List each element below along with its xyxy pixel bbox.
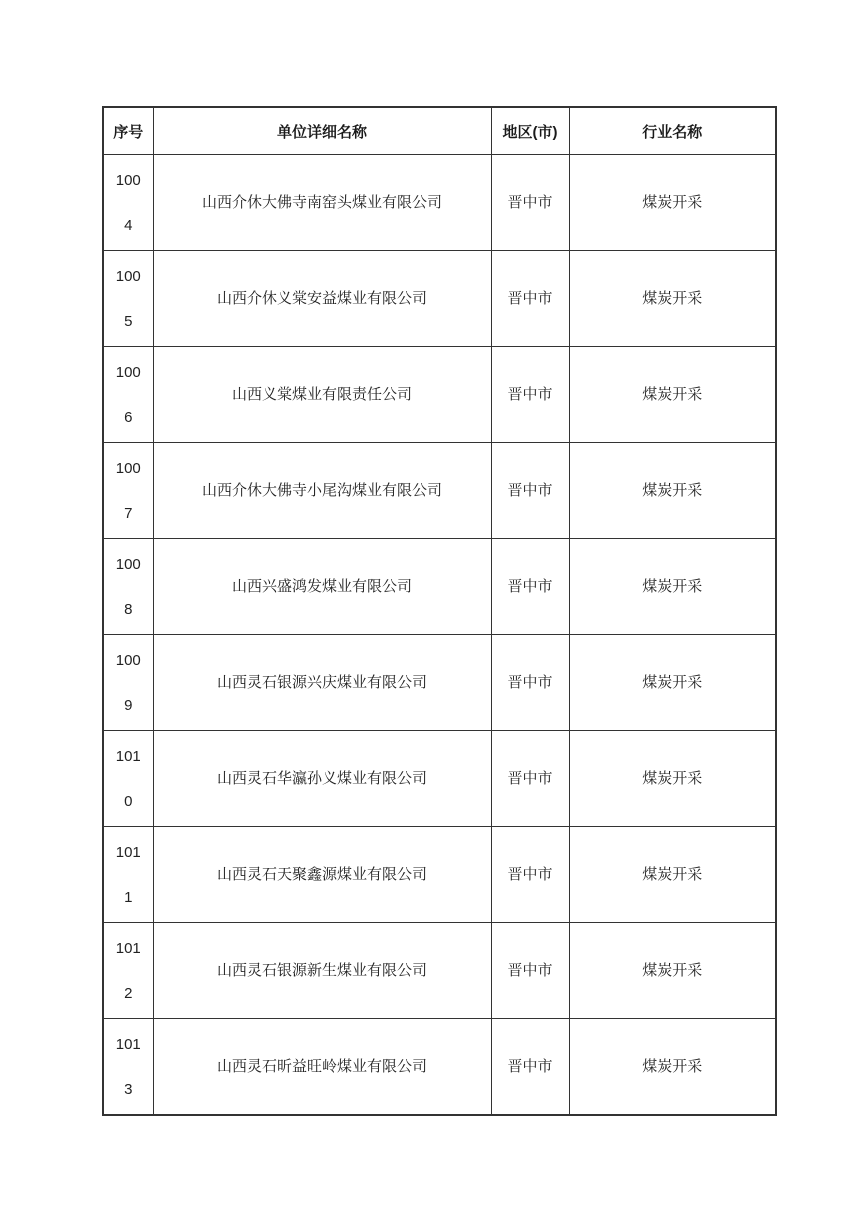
cell-industry [569,731,776,827]
table-row [103,923,776,1019]
cell-serial [103,827,153,923]
industry-name: 煤炭开采 [642,961,703,979]
cell-region [491,827,569,923]
industry-name: 煤炭开采 [642,193,703,211]
cell-region [491,155,569,251]
table-row [103,827,776,923]
column-header-serial: 序号 [103,107,153,155]
column-header-industry: 行业名称 [569,107,776,155]
cell-region [491,731,569,827]
cell-company-name [153,1019,491,1116]
company-name: 山西义棠煤业有限责任公司 [231,385,412,403]
serial-number: 1006 [115,363,141,426]
cell-company-name [153,731,491,827]
cell-company-name [153,827,491,923]
table-row [103,443,776,539]
cell-serial [103,347,153,443]
cell-region [491,635,569,731]
cell-industry [569,155,776,251]
cell-serial [103,923,153,1019]
table-row [103,347,776,443]
table-row [103,1019,776,1116]
cell-industry [569,1019,776,1116]
cell-region [491,1019,569,1116]
cell-serial [103,635,153,731]
company-table [102,106,777,1116]
serial-number: 1011 [115,843,141,906]
table-row [103,251,776,347]
serial-number: 1007 [115,459,141,522]
industry-name: 煤炭开采 [642,385,703,403]
serial-number: 1012 [115,939,141,1002]
serial-number: 1013 [115,1035,141,1098]
industry-name: 煤炭开采 [642,289,703,307]
serial-number: 1010 [115,747,141,810]
industry-name: 煤炭开采 [642,769,703,787]
region-name: 晋中市 [507,481,553,499]
company-name: 山西兴盛鸿发煤业有限公司 [231,577,412,595]
region-name: 晋中市 [507,769,553,787]
cell-industry [569,539,776,635]
industry-name: 煤炭开采 [642,673,703,691]
region-name: 晋中市 [507,961,553,979]
cell-company-name [153,635,491,731]
cell-company-name [153,539,491,635]
region-name: 晋中市 [507,577,553,595]
cell-company-name [153,155,491,251]
serial-number: 1004 [115,171,141,234]
industry-name: 煤炭开采 [642,865,703,883]
company-name: 山西介休大佛寺南窑头煤业有限公司 [201,193,442,211]
company-name: 山西介休义棠安益煤业有限公司 [216,289,427,307]
cell-company-name [153,443,491,539]
industry-name: 煤炭开采 [642,481,703,499]
table-row [103,539,776,635]
cell-industry [569,827,776,923]
company-name: 山西介休大佛寺小尾沟煤业有限公司 [201,481,442,499]
region-name: 晋中市 [507,1057,553,1075]
cell-industry [569,443,776,539]
cell-industry [569,635,776,731]
cell-company-name [153,347,491,443]
serial-number: 1009 [115,651,141,714]
company-name: 山西灵石天聚鑫源煤业有限公司 [216,865,427,883]
table-header-row [103,107,776,155]
region-name: 晋中市 [507,385,553,403]
table-body [103,155,776,1116]
cell-industry [569,347,776,443]
serial-number: 1005 [115,267,141,330]
region-name: 晋中市 [507,865,553,883]
region-name: 晋中市 [507,673,553,691]
region-name: 晋中市 [507,289,553,307]
cell-region [491,251,569,347]
cell-serial [103,1019,153,1116]
company-name: 山西灵石银源新生煤业有限公司 [216,961,427,979]
cell-industry [569,923,776,1019]
company-name: 山西灵石华瀛孙义煤业有限公司 [216,769,427,787]
industry-name: 煤炭开采 [642,577,703,595]
cell-serial [103,443,153,539]
industry-name: 煤炭开采 [642,1057,703,1075]
company-name: 山西灵石银源兴庆煤业有限公司 [216,673,427,691]
cell-serial [103,731,153,827]
cell-company-name [153,923,491,1019]
column-header-region: 地区(市) [491,107,569,155]
cell-region [491,923,569,1019]
table-row [103,635,776,731]
cell-region [491,347,569,443]
cell-serial [103,251,153,347]
serial-number: 1008 [115,555,141,618]
company-name: 山西灵石昕益旺岭煤业有限公司 [216,1057,427,1075]
column-header-name: 单位详细名称 [153,107,491,155]
table-row [103,731,776,827]
cell-serial [103,539,153,635]
cell-region [491,443,569,539]
cell-serial [103,155,153,251]
cell-industry [569,251,776,347]
cell-company-name [153,251,491,347]
table-row [103,155,776,251]
region-name: 晋中市 [507,193,553,211]
cell-region [491,539,569,635]
